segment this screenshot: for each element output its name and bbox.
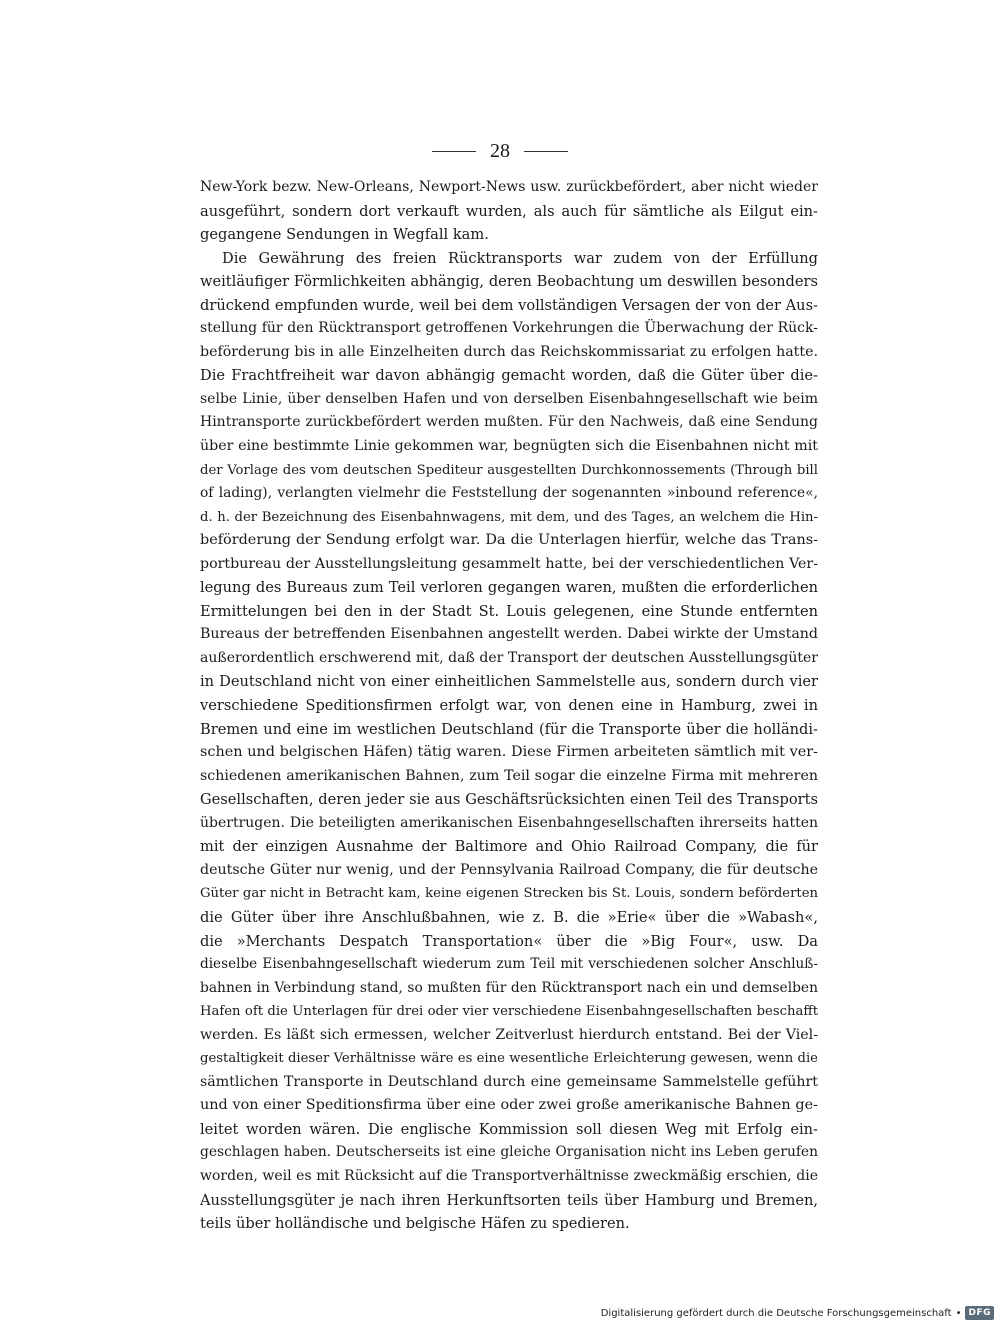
text-line: gestaltigkeit dieser Verhältnisse wäre es eine wesentliche Erleichterung gewesen, wenn die xyxy=(200,1051,818,1067)
text-line: legung des Bureaus zum Teil verloren gegangen waren, mußten die erforderlichen xyxy=(200,579,818,597)
text-line: d. h. der Bezeichnung des Eisenbahnwagens, mit dem, und des Tages, an welchem die Hin- xyxy=(200,509,818,525)
text-line: und von einer Speditionsfirma über eine oder zwei große amerikanische Bahnen ge- xyxy=(200,1097,818,1114)
header-rule-left xyxy=(432,151,476,152)
text-line: Die Frachtfreiheit war davon abhängig gemacht worden, daß die Güter über die- xyxy=(200,367,818,385)
text-line: außerordentlich erschwerend mit, daß der Transport der deutschen Ausstellungsgüter xyxy=(200,649,818,666)
text-line: gegangene Sendungen in Wegfall kam. xyxy=(200,226,489,244)
text-line: bahnen in Verbindung stand, so mußten für den Rücktransport nach ein und demselben xyxy=(200,979,818,996)
text-line: Bureaus der betreffenden Eisenbahnen angestellt werden. Dabei wirkte der Umstand xyxy=(200,626,818,643)
text-line: der Vorlage des vom deutschen Spediteur ausgestellten Durchkonnossements (Through bill xyxy=(200,462,818,478)
text-line: Gesellschaften, deren jeder sie aus Geschäftsrücksichten einen Teil des Transports xyxy=(200,791,818,809)
page-number: 28 xyxy=(490,140,510,162)
text-line: dieselbe Eisenbahngesellschaft wiederum zum Teil mit verschiedenen solcher Anschluß- xyxy=(200,956,818,973)
text-line: schen und belgischen Häfen) tätig waren. Diese Firmen arbeiteten sämtlich mit ver- xyxy=(200,744,818,761)
dfg-logo-icon: DFG xyxy=(965,1306,994,1320)
text-line: of lading), verlangten vielmehr die Feststellung der sogenannten »inbound reference«, xyxy=(200,485,818,502)
text-line: beförderung bis in alle Einzelheiten durch das Reichskommissariat zu erfolgen hatte. xyxy=(200,343,818,360)
text-line: übertrugen. Die beteiligten amerikanischen Eisenbahngesellschaften ihrerseits hatten xyxy=(200,814,818,831)
text-line: sämtlichen Transporte in Deutschland durch eine gemeinsame Sammelstelle geführt xyxy=(200,1073,818,1090)
header-rule-right xyxy=(524,151,568,152)
text-line: stellung für den Rücktransport getroffenen Vorkehrungen die Überwachung der Rück- xyxy=(200,320,818,337)
text-line: verschiedene Speditionsfirmen erfolgt war, von denen eine in Hamburg, zwei in xyxy=(200,697,818,715)
text-line: Ermittelungen bei den in der Stadt St. Louis gelegenen, eine Stunde entfernten xyxy=(200,602,818,620)
text-line: New-York bezw. New-Orleans, Newport-News usw. zurückbefördert, aber nicht wieder xyxy=(200,179,818,195)
body-text xyxy=(200,176,818,1236)
text-line: die »Merchants Despatch Transportation« über die »Big Four«, usw. Da xyxy=(200,932,818,950)
text-line: weitläufiger Förmlichkeiten abhängig, deren Beobachtung um deswillen besonders xyxy=(200,273,818,291)
text-line: Hafen oft die Unterlagen für drei oder vier verschiedene Eisenbahngesellschaften beschafft xyxy=(200,1004,818,1020)
text-line: Ausstellungsgüter je nach ihren Herkunftsorten teils über Hamburg und Bremen, xyxy=(200,1191,818,1209)
credit-text: Digitalisierung gefördert durch die Deutsche Forschungsgemeinschaft xyxy=(600,1307,952,1319)
text-line: drückend empfunden wurde, weil bei dem vollständigen Versagen der von der Aus- xyxy=(200,296,818,314)
text-line: deutsche Güter nur wenig, und der Pennsylvania Railroad Company, die für deutsche xyxy=(200,861,818,878)
text-line: worden, weil es mit Rücksicht auf die Transportverhältnisse zweckmäßig erschien, die xyxy=(200,1167,818,1184)
text-line: mit der einzigen Ausnahme der Baltimore and Ohio Railroad Company, die für xyxy=(200,838,818,856)
text-line: in Deutschland nicht von einer einheitlichen Sammelstelle aus, sondern durch vier xyxy=(200,673,818,691)
text-line: Güter gar nicht in Betracht kam, keine eigenen Strecken bis St. Louis, sondern beförderten xyxy=(200,886,818,902)
text-line: über eine bestimmte Linie gekommen war, begnügten sich die Eisenbahnen nicht mit xyxy=(200,438,818,455)
text-line: geschlagen haben. Deutscherseits ist eine gleiche Organisation nicht ins Leben gerufen xyxy=(200,1144,818,1161)
text-line: leitet worden wären. Die englische Kommission soll diesen Weg mit Erfolg ein- xyxy=(200,1120,818,1138)
text-line: Die Gewährung des freien Rücktransports war zudem von der Erfüllung xyxy=(222,249,818,267)
digitization-credit xyxy=(601,1306,994,1320)
text-line: portbureau der Ausstellungsleitung gesammelt hatte, bei der verschiedentlichen Ver- xyxy=(200,555,818,572)
text-line: werden. Es läßt sich ermessen, welcher Zeitverlust hierdurch entstand. Bei der Viel- xyxy=(200,1026,818,1043)
credit-separator: • xyxy=(955,1307,962,1319)
text-line: beförderung der Sendung erfolgt war. Da die Unterlagen hierfür, welche das Trans- xyxy=(200,532,818,549)
text-line: schiedenen amerikanischen Bahnen, zum Teil sogar die einzelne Firma mit mehreren xyxy=(200,767,818,784)
text-line: Hintransporte zurückbefördert werden mußten. Für den Nachweis, daß eine Sendung xyxy=(200,414,818,431)
text-line: selbe Linie, über denselben Hafen und von derselben Eisenbahngesellschaft wie beim xyxy=(200,390,818,407)
text-line: ausgeführt, sondern dort verkauft wurden, als auch für sämtliche als Eilgut ein- xyxy=(200,202,818,220)
text-line: teils über holländische und belgische Häfen zu spedieren. xyxy=(200,1215,630,1233)
text-line: die Güter über ihre Anschlußbahnen, wie z. B. die »Erie« über die »Wabash«, xyxy=(200,908,818,926)
text-line: Bremen und eine im westlichen Deutschland (für die Transporte über die holländi- xyxy=(200,720,818,738)
page-header xyxy=(0,140,1000,163)
